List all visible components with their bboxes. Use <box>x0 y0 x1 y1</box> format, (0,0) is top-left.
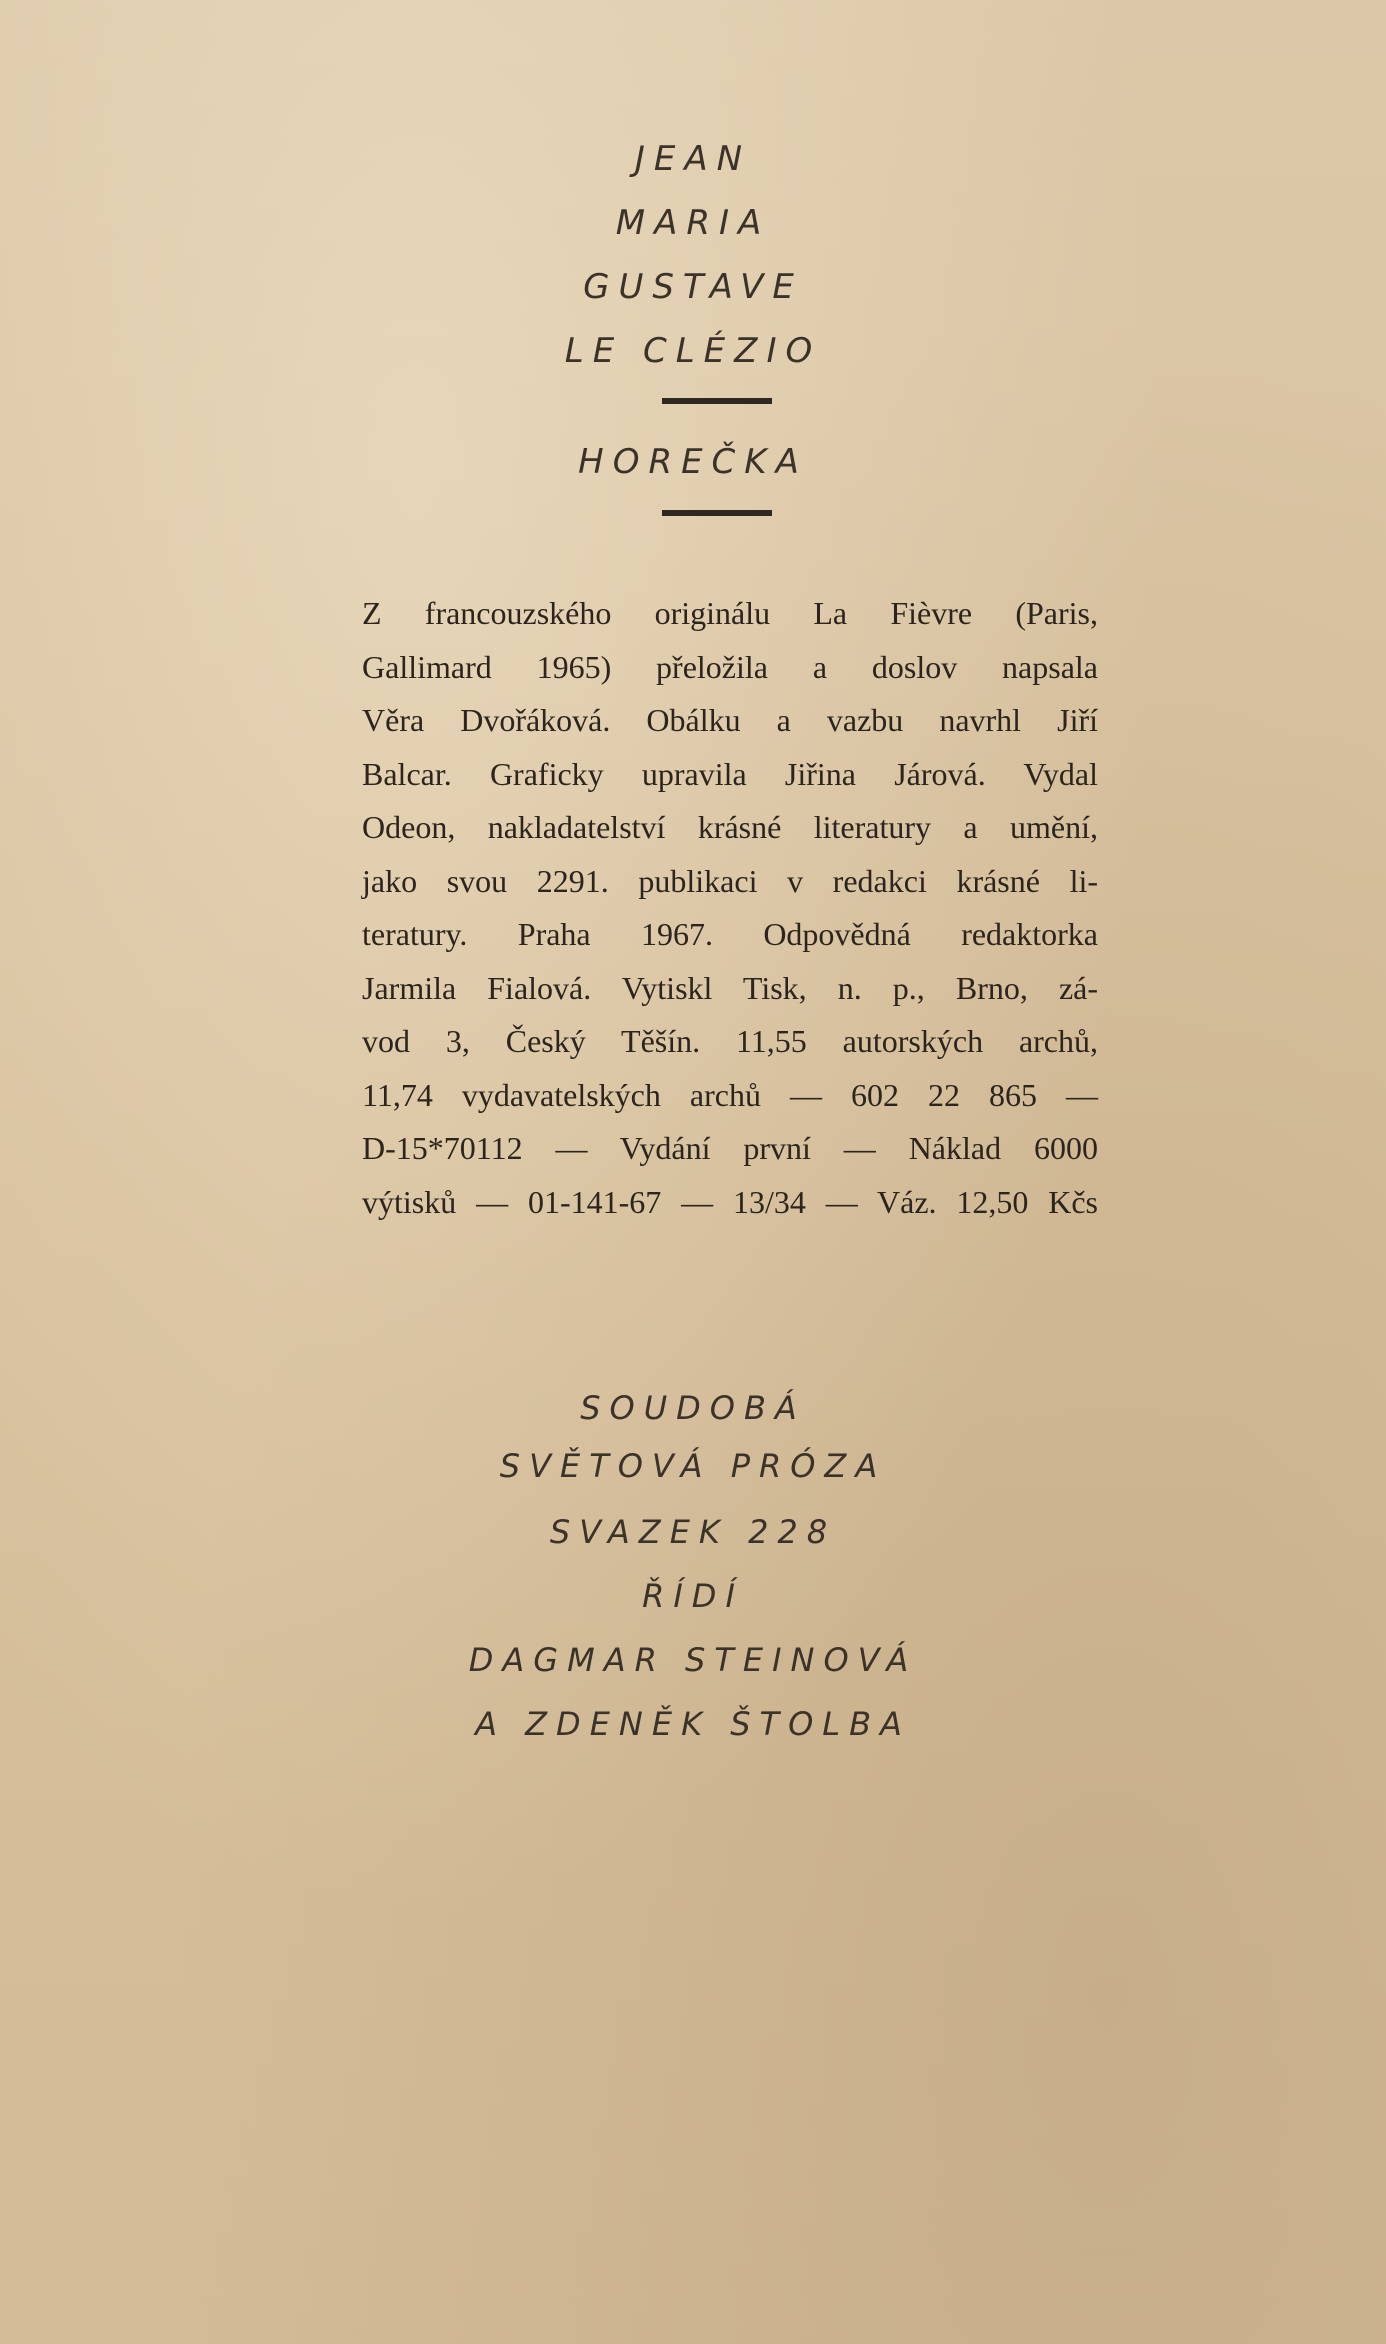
imprint-line: jako svou 2291. publikaci v redakci krásné li- <box>362 862 1098 899</box>
series-name-line-2: SVĚTOVÁ PRÓZA <box>499 1447 887 1485</box>
imprint-line: Věra Dvořáková. Obálku a vazbu navrhl Jiří <box>362 702 1098 738</box>
imprint-line: teratury. Praha 1967. Odpovědná redaktorka <box>362 916 1098 952</box>
imprint-line: Z francouzského originálu La Fièvre (Paris, <box>362 595 1098 631</box>
series-volume: SVAZEK 228 <box>549 1513 837 1551</box>
series-editor-1: DAGMAR STEINOVÁ <box>468 1641 918 1679</box>
top-rule <box>662 398 772 404</box>
imprint-line: Balcar. Graficky upravila Jiřina Járová. Vydal <box>362 755 1098 792</box>
series-editors-label: ŘÍDÍ <box>642 1577 744 1615</box>
author-surname: LE CLÉZIO <box>564 331 822 371</box>
book-title: HOREČKA <box>578 442 808 482</box>
author-first-name: JEAN <box>634 139 752 179</box>
imprint-line: 11,74 vydavatelských archů — 602 22 865 — <box>362 1076 1098 1113</box>
imprint-line: Jarmila Fialová. Vytiskl Tisk, n. p., Brno, zá- <box>362 969 1098 1006</box>
author-second-name: MARIA <box>615 203 771 243</box>
imprint-line: výtisků — 01-141-67 — 13/34 — Váz. 12,50 Kčs <box>362 1183 1098 1220</box>
imprint-line: vod 3, Český Těšín. 11,55 autorských archů, <box>362 1023 1098 1059</box>
imprint-line: Odeon, nakladatelství krásné literatury a umění, <box>362 809 1098 845</box>
author-third-name: GUSTAVE <box>583 267 803 307</box>
imprint-line: D-15*70112 — Vydání první — Náklad 6000 <box>362 1130 1098 1166</box>
series-name-line-1: SOUDOBÁ <box>580 1389 806 1427</box>
imprint-line: Gallimard 1965) přeložila a doslov napsala <box>362 648 1098 685</box>
series-editor-2: A ZDENĚK ŠTOLBA <box>475 1705 911 1743</box>
bottom-rule <box>662 510 772 516</box>
imprint-block <box>362 587 1098 1229</box>
